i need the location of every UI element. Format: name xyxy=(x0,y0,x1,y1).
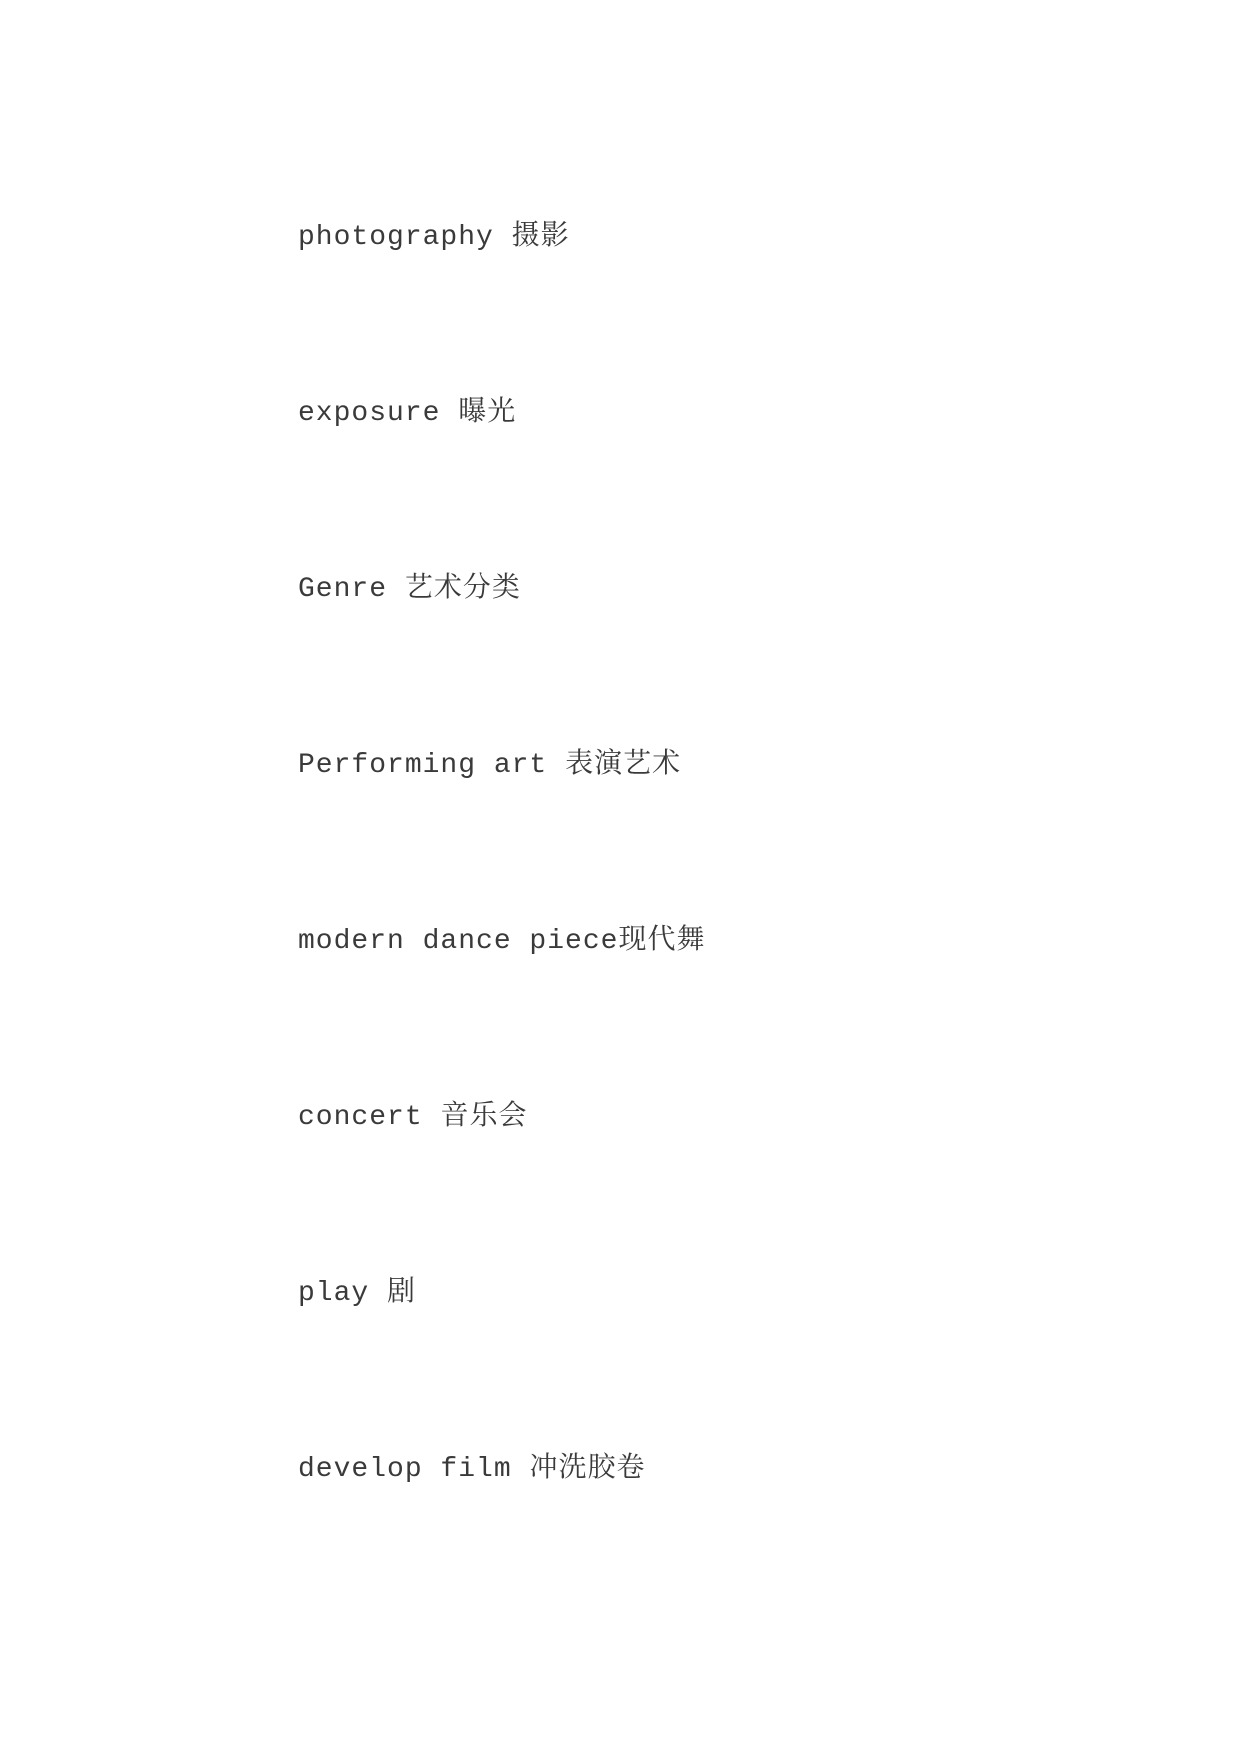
vocab-list xyxy=(298,218,1201,1626)
term-separator xyxy=(440,398,458,429)
vocab-row xyxy=(298,218,1201,394)
vocab-row xyxy=(298,746,1201,922)
term-separator xyxy=(494,222,512,253)
chinese-translation: 表演艺术 xyxy=(565,750,682,781)
chinese-translation: 冲洗胶卷 xyxy=(529,1454,646,1485)
chinese-translation: 曝光 xyxy=(458,398,517,429)
vocab-row xyxy=(298,570,1201,746)
english-term: modern dance piece xyxy=(298,926,619,957)
english-term: Performing art xyxy=(298,750,548,781)
chinese-translation: 剧 xyxy=(387,1278,417,1309)
term-separator xyxy=(369,1278,387,1309)
term-separator xyxy=(387,574,405,605)
chinese-translation: 现代舞 xyxy=(618,926,706,957)
chinese-translation: 艺术分类 xyxy=(404,574,521,605)
term-separator xyxy=(423,1102,441,1133)
term-separator xyxy=(512,1454,530,1485)
vocab-row xyxy=(298,1450,1201,1626)
chinese-translation: 音乐会 xyxy=(440,1102,528,1133)
english-term: concert xyxy=(298,1102,423,1133)
vocab-row xyxy=(298,1274,1201,1450)
vocab-row xyxy=(298,1098,1201,1274)
english-term: develop film xyxy=(298,1454,512,1485)
chinese-translation: 摄影 xyxy=(511,222,570,253)
english-term: play xyxy=(298,1278,370,1309)
vocab-row xyxy=(298,394,1201,570)
term-separator xyxy=(547,750,565,781)
english-term: photography xyxy=(298,222,494,253)
english-term: exposure xyxy=(298,398,441,429)
vocab-row xyxy=(298,922,1201,1098)
english-term: Genre xyxy=(298,574,388,605)
